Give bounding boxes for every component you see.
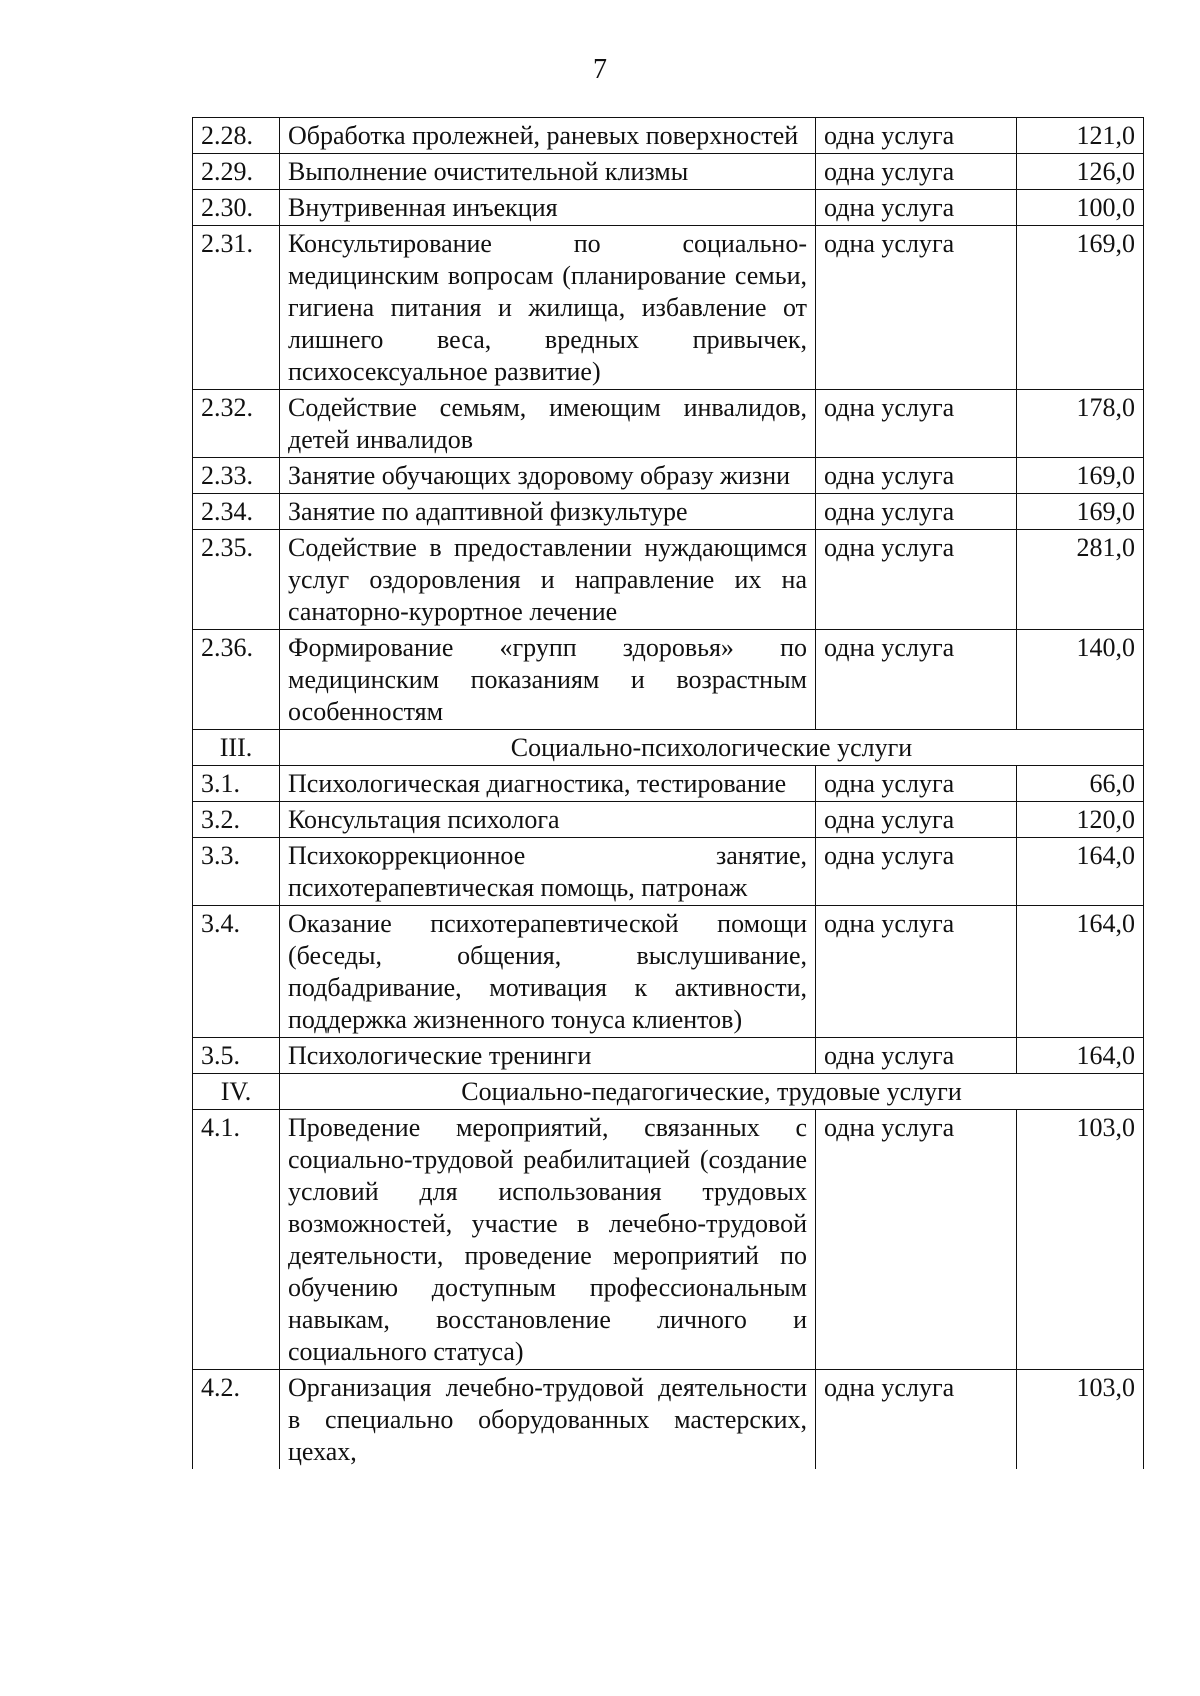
service-price: 121,0	[1017, 118, 1144, 154]
service-name: Психокоррекционное занятие, психотерапевтическая помощь, патронаж	[280, 838, 816, 906]
service-number: 2.35.	[193, 530, 280, 630]
service-number: 2.30.	[193, 190, 280, 226]
service-price: 126,0	[1017, 154, 1144, 190]
service-number: 4.2.	[193, 1370, 280, 1470]
service-name: Консультация психолога	[280, 802, 816, 838]
service-row	[193, 190, 1144, 226]
service-name: Оказание психотерапевтической помощи (беседы, общения, выслушивание, подбадривание, мотивация к активности, поддержка жизненного тонуса клиентов)	[280, 906, 816, 1038]
service-unit: одна услуга	[816, 630, 1017, 730]
service-unit: одна услуга	[816, 458, 1017, 494]
service-unit: одна услуга	[816, 802, 1017, 838]
service-name: Психологические тренинги	[280, 1038, 816, 1074]
service-unit: одна услуга	[816, 390, 1017, 458]
service-unit: одна услуга	[816, 154, 1017, 190]
service-unit: одна услуга	[816, 494, 1017, 530]
service-name: Содействие в предоставлении нуждающимся услуг оздоровления и направление их на санаторно-курортное лечение	[280, 530, 816, 630]
service-unit: одна услуга	[816, 838, 1017, 906]
service-name: Формирование «групп здоровья» по медицинским показаниям и возрастным особенностям	[280, 630, 816, 730]
service-name: Внутривенная инъекция	[280, 190, 816, 226]
service-number: 3.5.	[193, 1038, 280, 1074]
section-title: Социально-педагогические, трудовые услуги	[280, 1074, 1144, 1110]
service-unit: одна услуга	[816, 1038, 1017, 1074]
service-price: 178,0	[1017, 390, 1144, 458]
service-row	[193, 1038, 1144, 1074]
section-number: IV.	[193, 1074, 280, 1110]
service-row	[193, 838, 1144, 906]
service-name: Выполнение очистительной клизмы	[280, 154, 816, 190]
service-name: Психологическая диагностика, тестирование	[280, 766, 816, 802]
service-number: 4.1.	[193, 1110, 280, 1370]
service-price: 140,0	[1017, 630, 1144, 730]
service-price: 100,0	[1017, 190, 1144, 226]
service-price: 103,0	[1017, 1370, 1144, 1470]
service-price: 164,0	[1017, 838, 1144, 906]
service-number: 2.33.	[193, 458, 280, 494]
service-number: 2.28.	[193, 118, 280, 154]
section-header-row	[193, 1074, 1144, 1110]
service-row	[193, 494, 1144, 530]
table-body	[193, 118, 1144, 1470]
service-price: 281,0	[1017, 530, 1144, 630]
service-number: 3.1.	[193, 766, 280, 802]
service-row	[193, 802, 1144, 838]
service-price: 169,0	[1017, 458, 1144, 494]
section-number: III.	[193, 730, 280, 766]
service-number: 3.3.	[193, 838, 280, 906]
service-row	[193, 766, 1144, 802]
service-unit: одна услуга	[816, 1110, 1017, 1370]
service-price: 169,0	[1017, 226, 1144, 390]
service-unit: одна услуга	[816, 118, 1017, 154]
page-number: 7	[593, 54, 607, 85]
service-number: 2.29.	[193, 154, 280, 190]
service-unit: одна услуга	[816, 530, 1017, 630]
service-price: 164,0	[1017, 906, 1144, 1038]
service-unit: одна услуга	[816, 766, 1017, 802]
service-row	[193, 1370, 1144, 1470]
service-price: 103,0	[1017, 1110, 1144, 1370]
service-number: 3.2.	[193, 802, 280, 838]
service-row	[193, 530, 1144, 630]
service-name: Консультирование по социально-медицинским вопросам (планирование семьи, гигиена питания и жилища, избавление от лишнего веса, вредных привычек, психосексуальное развитие)	[280, 226, 816, 390]
service-price: 164,0	[1017, 1038, 1144, 1074]
service-number: 2.34.	[193, 494, 280, 530]
service-number: 2.32.	[193, 390, 280, 458]
service-number: 3.4.	[193, 906, 280, 1038]
service-row	[193, 1110, 1144, 1370]
service-name: Обработка пролежней, раневых поверхностей	[280, 118, 816, 154]
service-row	[193, 630, 1144, 730]
service-name: Содействие семьям, имеющим инвалидов, детей инвалидов	[280, 390, 816, 458]
service-unit: одна услуга	[816, 1370, 1017, 1470]
service-name: Занятие обучающих здоровому образу жизни	[280, 458, 816, 494]
service-price: 66,0	[1017, 766, 1144, 802]
service-price: 120,0	[1017, 802, 1144, 838]
service-number: 2.31.	[193, 226, 280, 390]
service-row	[193, 458, 1144, 494]
service-name: Организация лечебно-трудовой деятельности в специально оборудованных мастерских, цехах,	[280, 1370, 816, 1470]
service-unit: одна услуга	[816, 190, 1017, 226]
service-price: 169,0	[1017, 494, 1144, 530]
service-row	[193, 390, 1144, 458]
section-header-row	[193, 730, 1144, 766]
service-unit: одна услуга	[816, 906, 1017, 1038]
service-name: Проведение мероприятий, связанных с социально-трудовой реабилитацией (создание условий для использования трудовых возможностей, участие в лечебно-трудовой деятельности, проведение мероприятий по обучению доступным профессиональным навыкам, восстановление личного и социального статуса)	[280, 1110, 816, 1370]
service-number: 2.36.	[193, 630, 280, 730]
service-row	[193, 118, 1144, 154]
section-title: Социально-психологические услуги	[280, 730, 1144, 766]
service-row	[193, 154, 1144, 190]
services-price-table	[192, 117, 1144, 1469]
service-unit: одна услуга	[816, 226, 1017, 390]
service-row	[193, 906, 1144, 1038]
service-name: Занятие по адаптивной физкультуре	[280, 494, 816, 530]
service-row	[193, 226, 1144, 390]
